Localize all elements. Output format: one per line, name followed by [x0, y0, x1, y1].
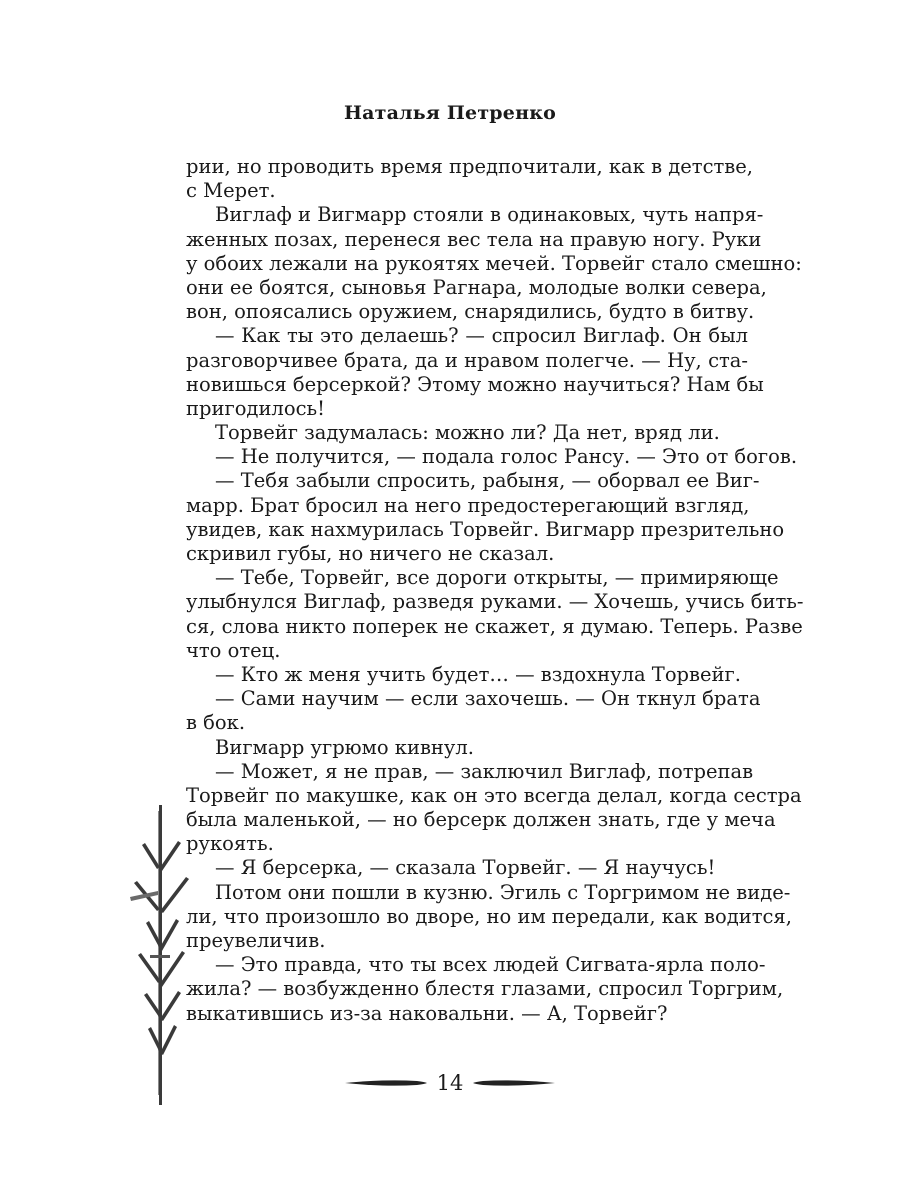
text-line: — Я берсерка, — сказала Торвейг. — Я научусь!	[215, 856, 716, 880]
body-text	[186, 155, 804, 1026]
text-line: пригодилось!	[186, 396, 325, 420]
text-line: Потом они пошли в кузню. Эгиль с Торгримом не виде-	[215, 880, 791, 904]
text-line: в бок.	[186, 711, 246, 735]
text-line: — Может, я не прав, — заключил Виглаф, потрепав	[215, 759, 754, 783]
page-folio	[0, 1068, 900, 1098]
text-line: — Как ты это делаешь? — спросил Виглаф. Он был	[215, 324, 748, 348]
text-line: рукоять.	[186, 832, 274, 856]
text-line: Вигмарр угрюмо кивнул.	[215, 735, 474, 759]
text-line: — Это правда, что ты всех людей Сигвата-ярла поло-	[215, 953, 766, 977]
text-line: женных позах, перенеся вес тела на правую ногу. Руки	[186, 227, 762, 251]
text-line: жила? — возбужденно блестя глазами, спросил Торгрим,	[186, 977, 784, 1001]
text-line: — Не получится, — подала голос Рансу. — Это от богов.	[215, 445, 798, 469]
text-line: Виглаф и Вигмарр стояли в одинаковых, чуть напря-	[215, 203, 764, 227]
text-line: ся, слова никто поперек не скажет, я думаю. Теперь. Разве	[186, 614, 803, 638]
text-line: разговорчивее брата, да и нравом полегче. — Ну, ста-	[186, 348, 748, 372]
text-line: ли, что произошло во дворе, но им передали, как водится,	[186, 904, 792, 928]
text-line: вон, опоясались оружием, снарядились, будто в битву.	[186, 300, 755, 324]
text-line: марр. Брат бросил на него предостерегающий взгляд,	[186, 493, 750, 517]
text-line: была маленькой, — но берсерк должен знать, где у меча	[186, 808, 776, 832]
text-line: с Мерет.	[186, 179, 276, 203]
text-line: улыбнулся Виглаф, разведя руками. — Хочешь, учись бить-	[186, 590, 804, 614]
swash-left-icon	[345, 1076, 427, 1090]
text-line: рии, но проводить время предпочитали, как в детстве,	[186, 155, 754, 178]
rune-ornament-icon	[128, 805, 192, 1105]
text-line: — Тебя забыли спросить, рабыня, — оборвал ее Виг-	[215, 469, 760, 493]
text-line: увидев, как нахмурилась Торвейг. Вигмарр презрительно	[186, 517, 785, 541]
text-line: скривил губы, но ничего не сказал.	[186, 542, 555, 565]
text-line: Торвейг по макушке, как он это всегда делал, когда сестра	[186, 783, 802, 807]
running-header-author: Наталья Петренко	[344, 102, 556, 124]
text-line: выкатившись из-за наковальни. — А, Торвейг?	[186, 1001, 668, 1025]
text-line: — Кто ж меня учить будет… — вздохнула Торвейг.	[215, 662, 741, 686]
text-line: они ее боятся, сыновья Рагнара, молодые волки севера,	[186, 275, 767, 299]
text-line: у обоих лежали на рукоятях мечей. Торвейг стало смешно:	[186, 251, 802, 275]
page-number: 14	[436, 1071, 464, 1095]
text-line: — Сами научим — если захочешь. — Он ткнул брата	[215, 687, 761, 711]
text-line: преувеличив.	[186, 929, 326, 952]
text-line: новишься берсеркой? Этому можно научиться? Нам бы	[186, 372, 764, 396]
text-line: что отец.	[186, 638, 281, 662]
text-line: — Тебе, Торвейг, все дороги открыты, — примиряюще	[215, 566, 779, 590]
text-line: Торвейг задумалась: можно ли? Да нет, вряд ли.	[215, 421, 720, 445]
swash-right-icon	[473, 1076, 555, 1090]
